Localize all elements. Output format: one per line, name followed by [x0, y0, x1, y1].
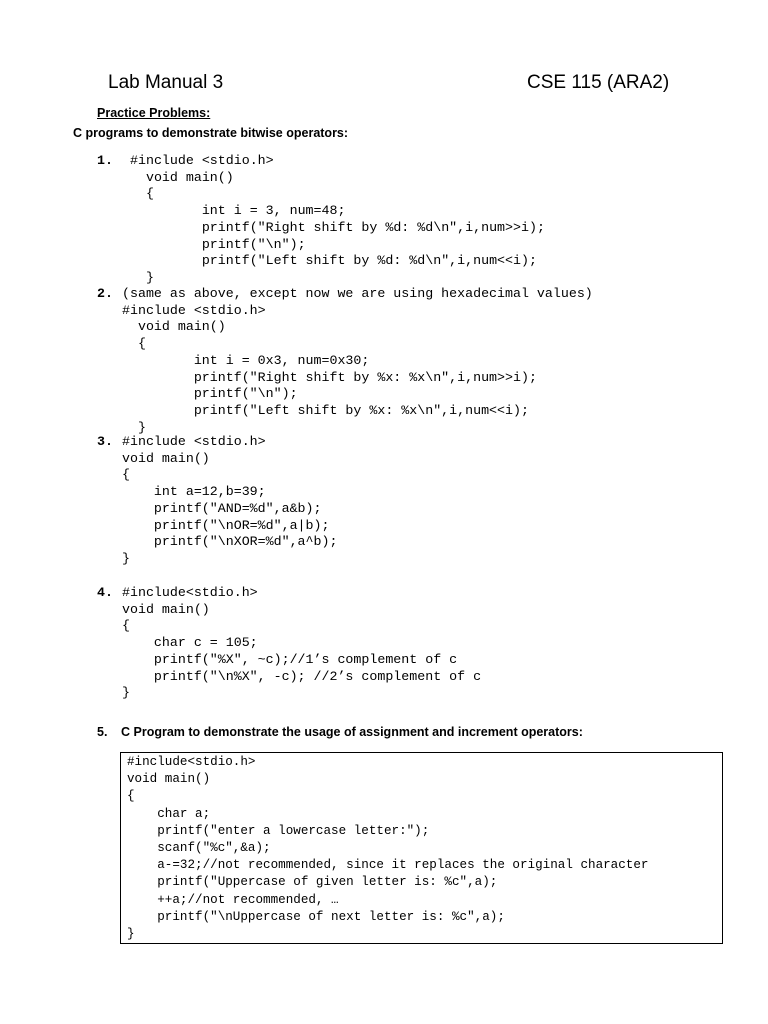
problem-4-code: #include<stdio.h> void main() { char c = 105; printf("%X", ~c);//1’s complement of c printf("\n%X", -c); //2’s complement of c }: [122, 585, 482, 701]
section-heading: Practice Problems:: [97, 106, 211, 120]
problem-2-code: (same as above, except now we are using hexadecimal values) #include <stdio.h> void main() { int i = 0x3, num=0x30; printf("Right shift by %x: %x\n",i,num>>i); printf("\n"); printf("Left shift by %x: %x\n",i,num<<i); }: [122, 286, 593, 435]
problem-2-number: 2.: [97, 286, 113, 301]
problem-5-number: 5.: [97, 725, 108, 739]
problem-1-code: #include <stdio.h> void main() { int i = 3, num=48; printf("Right shift by %d: %d\n",i,num>>i); printf("\n"); printf("Left shift by %d: %d\n",i,num<<i); }: [130, 153, 545, 285]
course-code: CSE 115 (ARA2): [527, 72, 670, 93]
problem-5-code: #include<stdio.h> void main() { char a; printf("enter a lowercase letter:"); scanf("%c",&a); a-=32;//not recommended, since it replaces the original character printf("Uppercase of given letter is: %c",a); ++a;//not recommended, … printf("\nUppercase of next letter is: %c",a); }: [127, 755, 649, 942]
problem-5-code-box: [120, 752, 723, 944]
section-intro: C programs to demonstrate bitwise operators:: [73, 126, 349, 140]
document-title: Lab Manual 3: [108, 72, 224, 93]
problem-1-number: 1.: [97, 153, 113, 168]
problem-3-code: #include <stdio.h> void main() { int a=12,b=39; printf("AND=%d",a&b); printf("\nOR=%d",a|b); printf("\nXOR=%d",a^b); }: [122, 434, 338, 566]
problem-3-number: 3.: [97, 434, 113, 449]
problem-4-number: 4.: [97, 585, 113, 600]
problem-5-heading: C Program to demonstrate the usage of assignment and increment operators:: [121, 725, 583, 739]
